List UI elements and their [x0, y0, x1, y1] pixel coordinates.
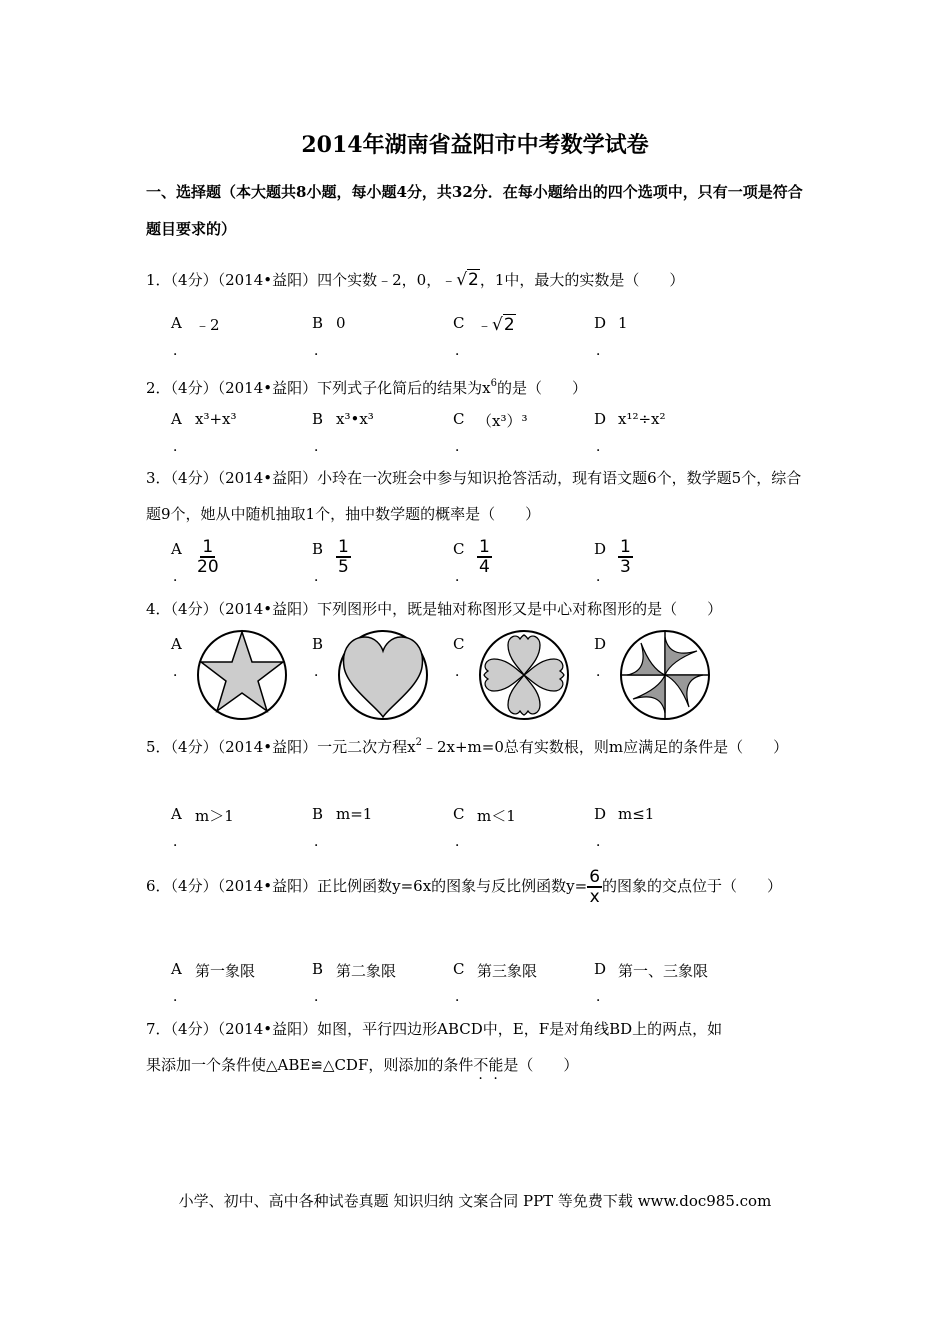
- question-5: 5．（4分）（2014•益阳）一元二次方程$x^2﹣2x+m=0$总有实数根，则m应满足的条件是（ ）: [146, 737, 789, 756]
- footer-ad: 小学、初中、高中各种试卷真题 知识归纳 文案合同 PPT 等免费下载 www.doc985.com: [178, 1192, 772, 1210]
- four-hearts-in-circle-figure[interactable]: [478, 629, 570, 721]
- sqrt-symbol: √2: [456, 270, 479, 290]
- question-7: 7．（4分）（2014•益阳）如图，平行四边形ABCD中，E，F是对角线BD上的两点，如 果添加一个条件使△ABE≌△CDF，则添加的条件不能是（ ）: [146, 1020, 723, 1074]
- heart-in-circle-figure[interactable]: [337, 629, 429, 721]
- star-in-circle-figure[interactable]: [196, 629, 288, 721]
- question-1: 1．（4分）（2014•益阳）四个实数﹣2，0，﹣√2，1中，最大的实数是（ ）: [146, 270, 685, 290]
- question-3: 3．（4分）（2014•益阳）小玲在一次班会中参与知识抢答活动，现有语文题6个，数学题5个，综合题9个，她从中随机抽取1个，抽中数学题的概率是（ ）: [146, 469, 802, 523]
- question-6: 6．（4分）（2014•益阳）正比例函数y=6x的图象与反比例函数y= $\frac{6}{x}$ 的图象的交点位于（ ）: [146, 867, 783, 907]
- section-heading: 一、选择题（本大题共8小题，每小题4分，共32分．在每小题给出的四个选项中，只有一项是符合题目要求的）: [146, 183, 803, 238]
- question-2: 2．（4分）（2014•益阳）下列式子化简后的结果为$x^6$的是（ ）: [146, 378, 587, 397]
- page-title: 2014年湖南省益阳市中考数学试卷: [301, 132, 649, 158]
- pinwheel-in-circle-figure[interactable]: [619, 629, 711, 721]
- question-1-text: 1．（4分）（2014•益阳）四个实数﹣2，0，﹣: [146, 271, 457, 289]
- question-4: 4．（4分）（2014•益阳）下列图形中，既是轴对称图形又是中心对称图形的是（ ）: [146, 600, 723, 618]
